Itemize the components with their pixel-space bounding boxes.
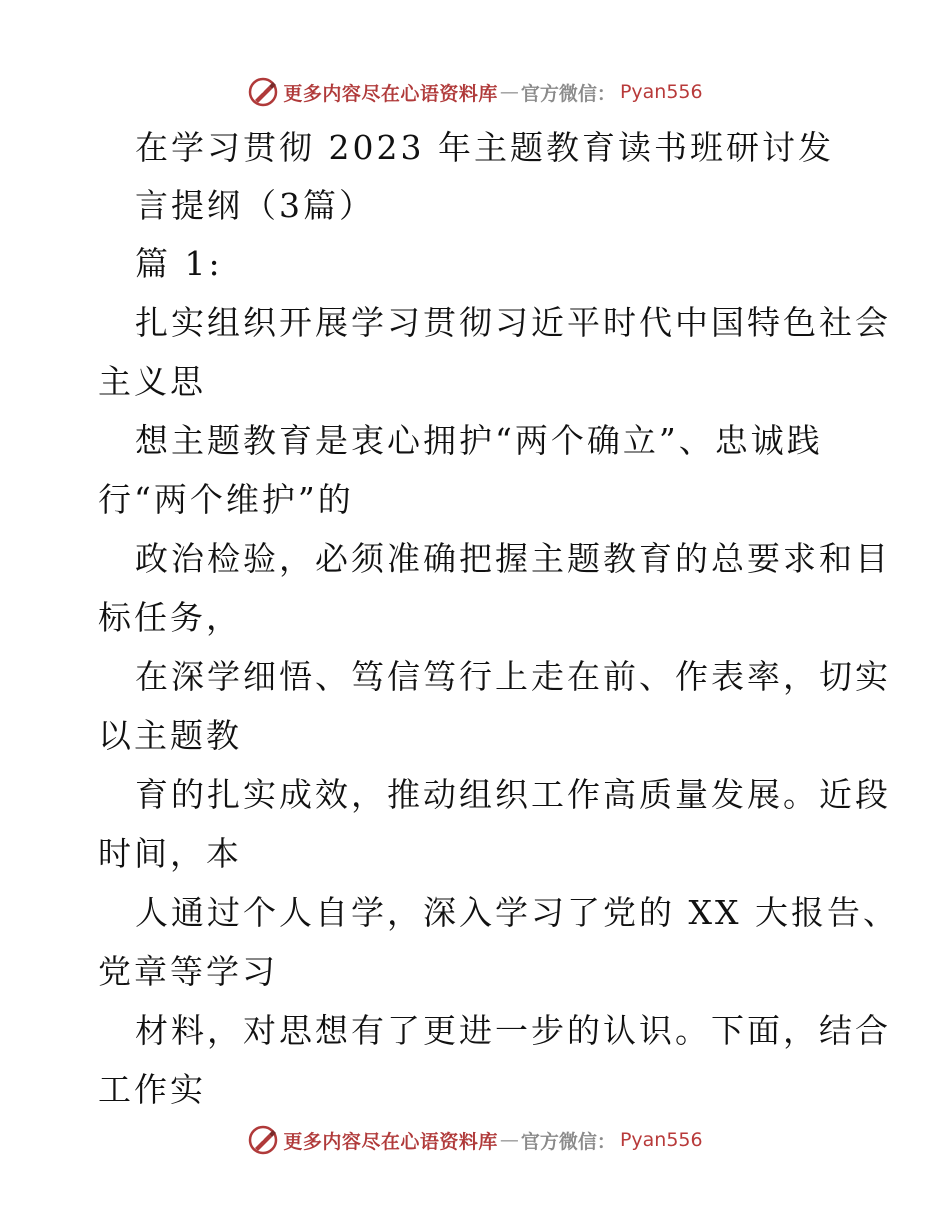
paragraph-line: 标任务， [98,598,242,637]
pen-circle-logo-icon [247,76,279,108]
paragraph-line: 党章等学习 [98,952,278,991]
footer-watermark [0,1120,950,1160]
watermark-main-text: 更多内容尽在心语资料库 [283,82,498,105]
document-title-line-2: 言提纲（3篇） [135,186,375,225]
paragraph-line: 人通过个人自学，深入学习了党的 XX 大报告、 [135,893,899,932]
watermark-main-text: 更多内容尽在心语资料库 [283,1130,498,1153]
paragraph-line: 工作实 [98,1070,206,1109]
paragraph-line: 想主题教育是衷心拥护“两个确立”、忠诚践 [135,421,823,460]
paragraph-line: 育的扎实成效，推动组织工作高质量发展。近段 [135,775,891,814]
paragraph-line: 政治检验，必须准确把握主题教育的总要求和目 [135,539,891,578]
paragraph-line: 主义思 [98,362,206,401]
paragraph-line: 行“两个维护”的 [98,480,354,519]
watermark-dash: — [499,1129,519,1151]
paragraph-line: 时间，本 [98,834,242,873]
paragraph-line: 材料，对思想有了更进一步的认识。下面，结合 [135,1011,891,1050]
document-title-line-1: 在学习贯彻 2023 年主题教育读书班研讨发 [135,128,834,167]
watermark-sub-text: 官方微信： [520,1130,616,1153]
watermark-sub-text: 官方微信： [520,82,616,105]
watermark-dash: — [499,81,519,103]
pen-circle-logo-icon [247,1124,279,1156]
paragraph-line: 以主题教 [98,716,242,755]
watermark-wechat-id: Pyan556 [619,1129,703,1151]
section-label: 篇 1: [135,244,223,283]
header-watermark [0,72,950,112]
watermark-wechat-id: Pyan556 [619,81,703,103]
paragraph-line: 扎实组织开展学习贯彻习近平时代中国特色社会 [135,303,891,342]
paragraph-line: 在深学细悟、笃信笃行上走在前、作表率，切实 [135,657,891,696]
